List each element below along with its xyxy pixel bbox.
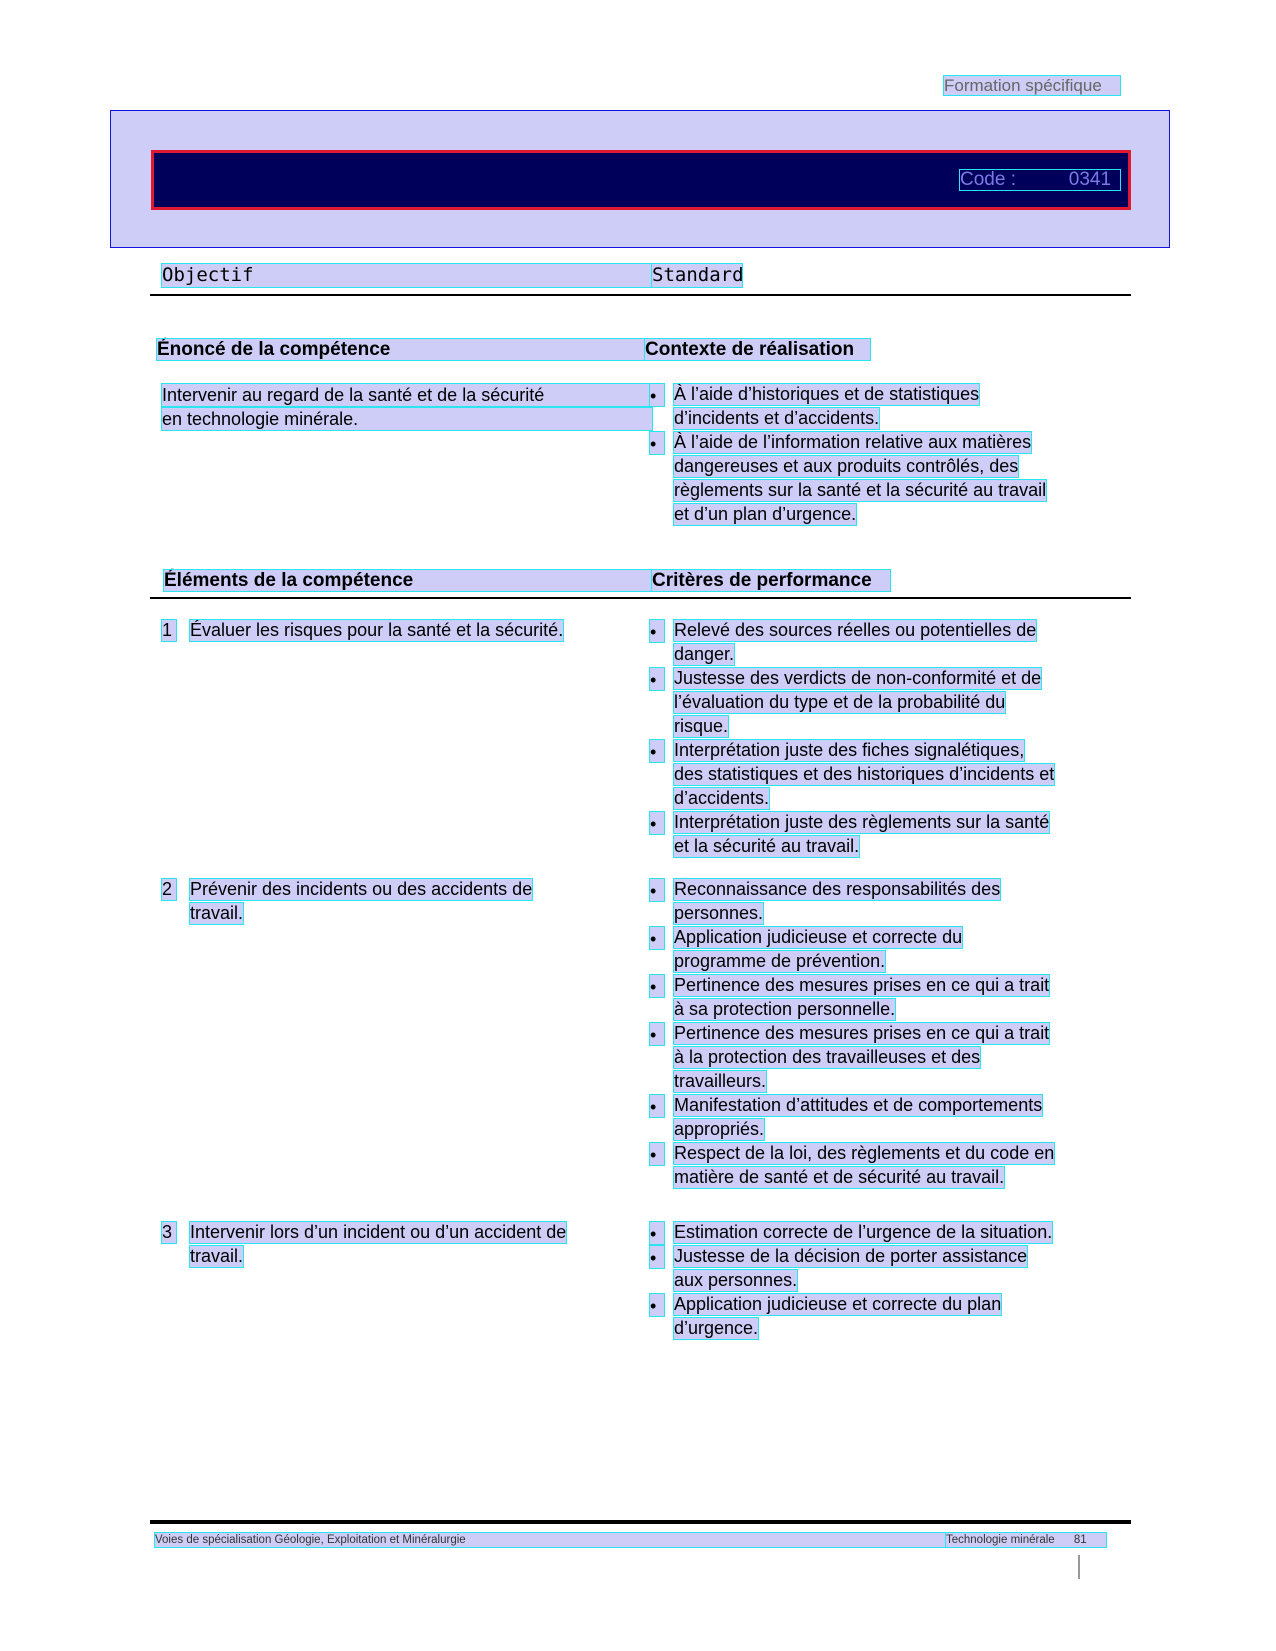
- list-item: [650, 1095, 1110, 1140]
- element-3: [162, 1222, 642, 1270]
- bullet-icon: •: [650, 1222, 664, 1244]
- item-line: et la sécurité au travail.: [674, 836, 860, 856]
- list-item: [650, 668, 1110, 737]
- item-line: à la protection des travailleuses et des: [674, 1047, 981, 1067]
- bullet-icon: •: [650, 812, 664, 834]
- element-line: travail.: [190, 1246, 244, 1266]
- contexte-list: [650, 384, 1110, 528]
- competency-header: [110, 110, 1170, 248]
- bullet-icon: •: [650, 384, 664, 406]
- item-line: À l’aide de l’information relative aux matières: [674, 432, 1032, 452]
- list-item: [650, 1246, 1110, 1291]
- element-1: [162, 620, 642, 644]
- item-line: Relevé des sources réelles ou potentielles de: [674, 620, 1037, 640]
- bullet-icon: •: [650, 1023, 664, 1045]
- bullet-icon: •: [650, 740, 664, 762]
- item-line: danger.: [674, 644, 735, 664]
- item-line: dangereuses et aux produits contrôlés, des: [674, 456, 1019, 476]
- bullet-icon: •: [650, 432, 664, 454]
- item-line: matière de santé et de sécurité au travail.: [674, 1167, 1005, 1187]
- element-line: Évaluer les risques pour la santé et la sécurité.: [190, 620, 564, 640]
- list-item: [650, 927, 1110, 972]
- item-line: Manifestation d’attitudes et de comportements: [674, 1095, 1043, 1115]
- bullet-icon: •: [650, 1246, 664, 1268]
- competency-code: [960, 170, 1120, 190]
- item-line: personnes.: [674, 903, 764, 923]
- item-line: Interprétation juste des fiches signalétiques,: [674, 740, 1025, 760]
- item-line: À l’aide d’historiques et de statistiques: [674, 384, 980, 404]
- item-line: et d’un plan d’urgence.: [674, 504, 857, 524]
- item-line: programme de prévention.: [674, 951, 886, 971]
- item-line: à sa protection personnelle.: [674, 999, 896, 1019]
- element-line: travail.: [190, 903, 244, 923]
- competency-title-bar: [151, 150, 1131, 210]
- item-line: d’urgence.: [674, 1318, 759, 1338]
- element-number: 3: [162, 1222, 176, 1243]
- footer-rule: [150, 1520, 1131, 1524]
- list-item: [650, 879, 1110, 924]
- footer-right: [946, 1533, 1106, 1547]
- list-item: [650, 384, 1110, 429]
- item-line: d’incidents et d’accidents.: [674, 408, 880, 428]
- code-value: 0341: [1068, 169, 1112, 190]
- list-item: [650, 740, 1110, 809]
- top-rule: [150, 294, 1131, 296]
- elements-heading: Éléments de la compétence: [164, 570, 652, 591]
- element-line: Prévenir des incidents ou des accidents de: [190, 879, 533, 899]
- footer-label: Technologie minérale: [946, 1534, 1055, 1546]
- column-objectif: Objectif: [162, 264, 652, 287]
- page-number: 81: [1073, 1534, 1087, 1546]
- item-line: règlements sur la santé et la sécurité au travail: [674, 480, 1047, 500]
- item-line: Reconnaissance des responsabilités des: [674, 879, 1001, 899]
- enonce-heading: Énoncé de la compétence: [157, 339, 647, 360]
- element-2: [162, 879, 642, 927]
- list-item: [650, 1023, 1110, 1092]
- item-line: Justesse de la décision de porter assistance: [674, 1246, 1028, 1266]
- item-line: risque.: [674, 716, 729, 736]
- list-item: [650, 812, 1110, 857]
- bullet-icon: •: [650, 1143, 664, 1165]
- item-line: Interprétation juste des règlements sur la santé: [674, 812, 1050, 832]
- contexte-heading: Contexte de réalisation: [645, 339, 870, 360]
- mid-rule: [150, 597, 1131, 599]
- list-item: [650, 620, 1110, 665]
- list-item: [650, 975, 1110, 1020]
- bullet-icon: •: [650, 927, 664, 949]
- item-line: travailleurs.: [674, 1071, 767, 1091]
- item-line: des statistiques et des historiques d’incidents et: [674, 764, 1055, 784]
- item-line: Respect de la loi, des règlements et du code en: [674, 1143, 1055, 1163]
- bullet-icon: •: [650, 879, 664, 901]
- list-item: [650, 1143, 1110, 1188]
- item-line: Application judicieuse et correcte du: [674, 927, 963, 947]
- bullet-icon: •: [650, 975, 664, 997]
- bullet-icon: •: [650, 1294, 664, 1316]
- item-line: d’accidents.: [674, 788, 770, 808]
- bullet-icon: •: [650, 620, 664, 642]
- item-line: appropriés.: [674, 1119, 765, 1139]
- bullet-icon: •: [650, 1095, 664, 1117]
- list-item: [650, 432, 1110, 525]
- margin-mark: [1078, 1555, 1080, 1579]
- criteres-group-2: [650, 879, 1110, 1191]
- item-line: Justesse des verdicts de non-conformité et de: [674, 668, 1042, 688]
- item-line: aux personnes.: [674, 1270, 798, 1290]
- item-line: l’évaluation du type et de la probabilité du: [674, 692, 1006, 712]
- criteres-group-3: [650, 1222, 1110, 1342]
- code-label: Code :: [960, 169, 1016, 190]
- bullet-icon: •: [650, 668, 664, 690]
- criteres-group-1: [650, 620, 1110, 860]
- item-line: Pertinence des mesures prises en ce qui a trait: [674, 1023, 1050, 1043]
- item-line: Estimation correcte de l’urgence de la situation.: [674, 1222, 1053, 1242]
- enonce-line-2: en technologie minérale.: [162, 408, 652, 430]
- footer-left: Voies de spécialisation Géologie, Exploitation et Minéralurgie: [155, 1533, 959, 1547]
- item-line: Pertinence des mesures prises en ce qui a trait: [674, 975, 1050, 995]
- running-head: Formation spécifique: [944, 76, 1120, 95]
- column-standard: Standard: [652, 264, 744, 286]
- list-item: [650, 1294, 1110, 1339]
- element-number: 1: [162, 620, 176, 641]
- criteres-heading: Critères de performance: [652, 570, 890, 591]
- item-line: Application judicieuse et correcte du plan: [674, 1294, 1002, 1314]
- list-item: [650, 1222, 1110, 1243]
- element-line: Intervenir lors d’un incident ou d’un accident de: [190, 1222, 567, 1242]
- enonce-line-1: Intervenir au regard de la santé et de la sécurité: [162, 384, 652, 406]
- element-number: 2: [162, 879, 176, 900]
